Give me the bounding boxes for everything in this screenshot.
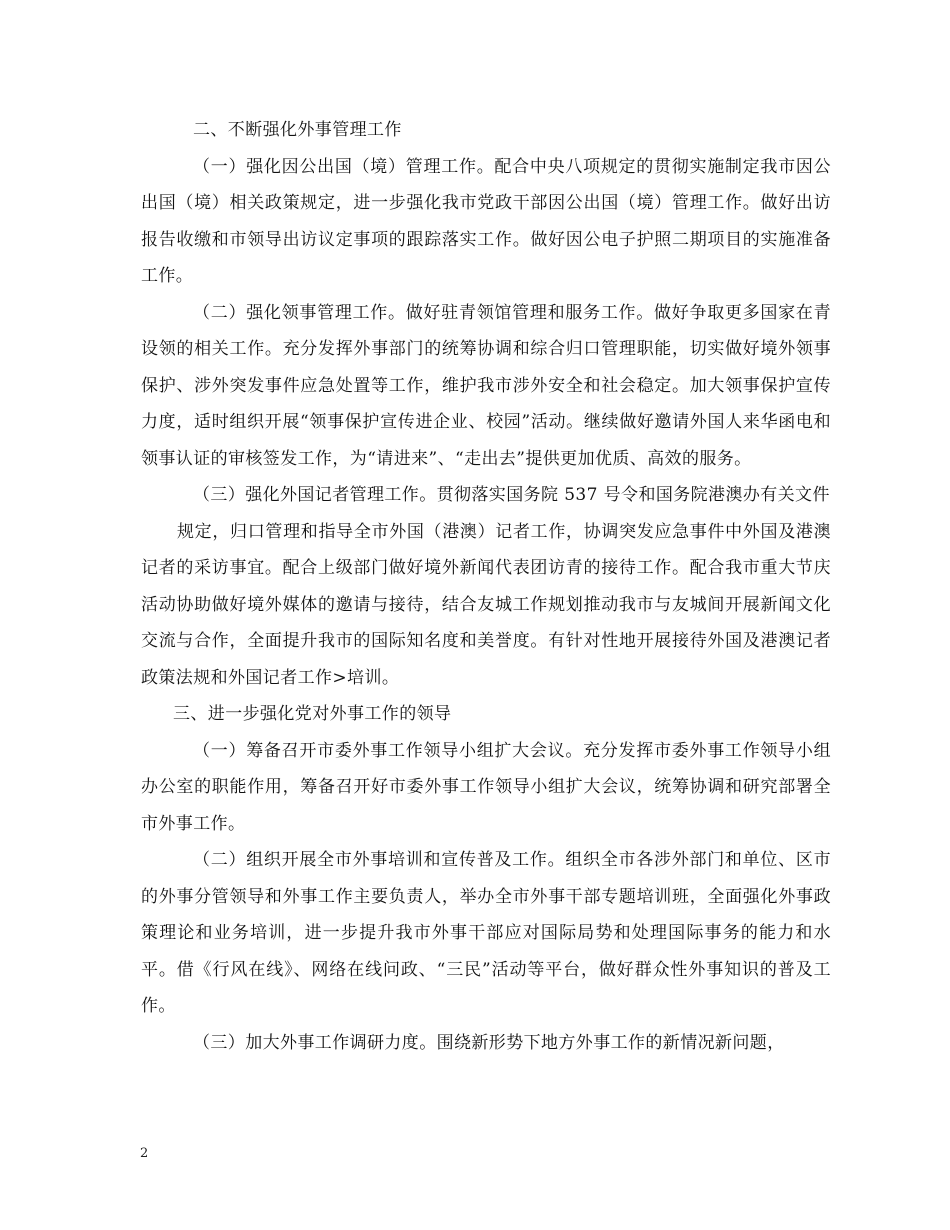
paragraph-outbound-travel: （一）强化因公出国（境）管理工作。配合中央八项规定的贯彻实施制定我市因公出国（境）相关政策规定，进一步强化我市党政干部因公出国（境）管理工作。做好出访报告收缴和市领导出访议定事项的跟踪落实工作。做好因公电子护照二期项目的实施准备工作。 xyxy=(141,156,831,286)
paragraph-training-publicity: （二）组织开展全市外事培训和宣传普及工作。组织全市各涉外部门和单位、区市的外事分管领导和外事工作主要负责人，举办全市外事干部专题培训班，全面强化外事政策理论和业务培训，进一步提升我市外事干部应对国际局势和处理国际事务的能力和水平。借《行风在线》、网络在线问政、“三民”活动等平台，做好群众性外事知识的普及工作。 xyxy=(141,850,831,1016)
paragraph-research: （三）加大外事工作调研力度。围绕新形势下地方外事工作的新情况新问题， xyxy=(193,1032,785,1053)
paragraph-consular-management: （二）强化领事管理工作。做好驻青领馆管理和服务工作。做好争取更多国家在青设领的相关工作。充分发挥外事部门的统筹协调和综合归口管理职能，切实做好境外领事保护、涉外突发事件应急处置等工作，维护我市涉外安全和社会稳定。加大领事保护宣传力度，适时组织开展“领事保护宣传进企业、校园”活动。继续做好邀请外国人来华函电和领事认证的审核签发工作，为“请进来”、“走出去”提供更加优质、高效的服务。 xyxy=(141,302,831,469)
section-heading-2: 二、不断强化外事管理工作 xyxy=(193,120,402,140)
paragraph-foreign-journalists-continued: 规定，归口管理和指导全市外国（港澳）记者工作，协调突发应急事件中外国及港澳记者的采访事宜。配合上级部门做好境外新闻代表团访青的接待工作。配合我市重大节庆活动协助做好境外媒体的邀请与接待，结合友城工作规划推动我市与友城间开展新闻文化交流与合作，全面提升我市的国际知名度和美誉度。有针对性地开展接待外国及港澳记者政策法规和外国记者工作>培训。 xyxy=(141,521,831,688)
document-body xyxy=(141,112,831,1061)
paragraph-leadership-meeting: （一）筹备召开市委外事工作领导小组扩大会议。充分发挥市委外事工作领导小组办公室的职能作用，筹备召开好市委外事工作领导小组扩大会议，统筹协调和研究部署全市外事工作。 xyxy=(141,740,831,834)
page-number: 2 xyxy=(140,1146,149,1161)
section-heading-3: 三、进一步强化党对外事工作的领导 xyxy=(173,704,452,724)
paragraph-foreign-journalists: （三）强化外国记者管理工作。贯彻落实国务院 537 号令和国务院港澳办有关文件 xyxy=(193,485,830,505)
